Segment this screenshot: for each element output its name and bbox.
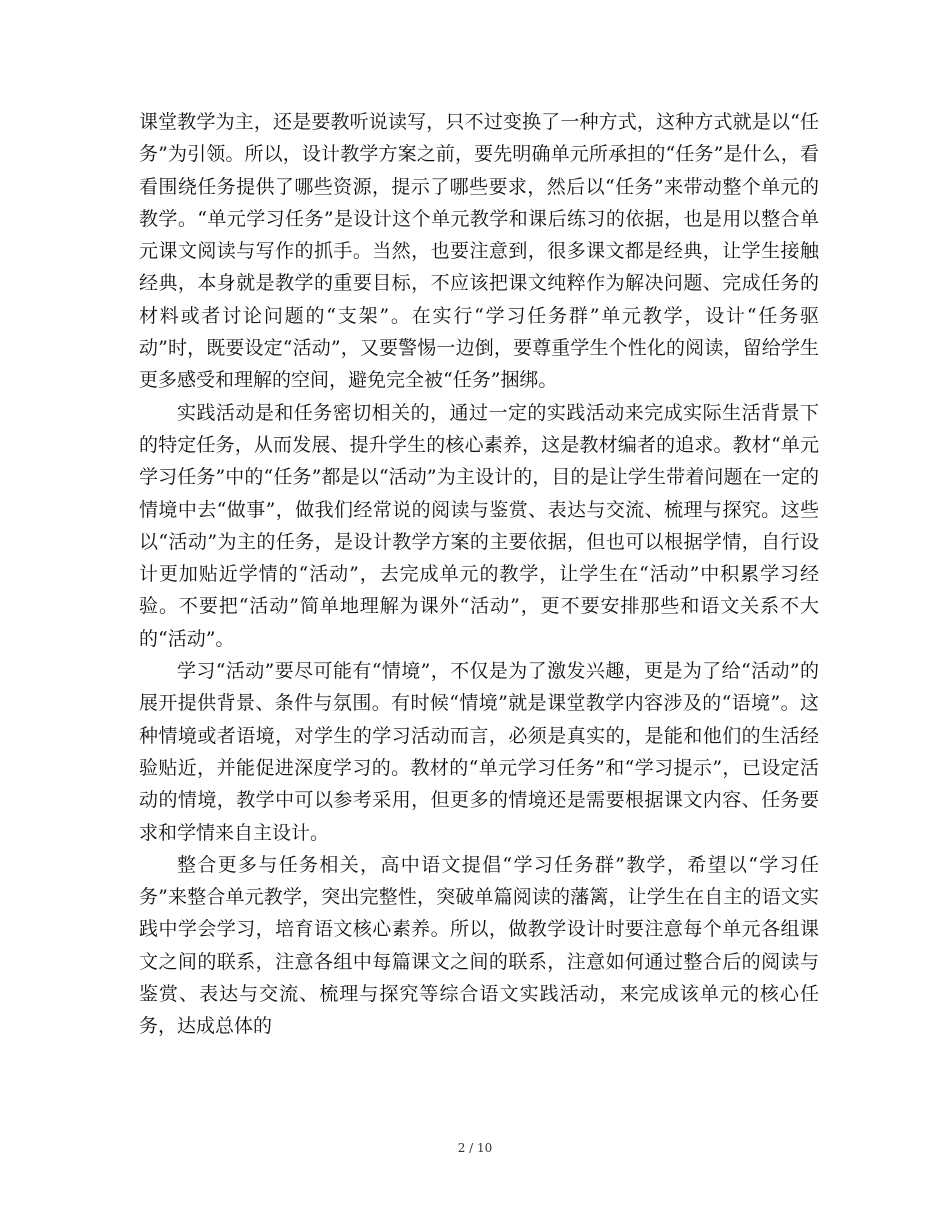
document-body — [139, 106, 819, 1043]
paragraph-2: 实践活动是和任务密切相关的，通过一定的实践活动来完成实际生活背景下的特定任务，从而发展、提升学生的核心素养，这是教材编者的追求。教材“单元学习任务”中的“任务”都是以“活动”为主设计的，目的是让学生带着问题在一定的情境中去“做事”，做我们经常说的阅读与鉴赏、表达与交流、梳理与探究。这些以“活动”为主的任务，是设计教学方案的主要依据，但也可以根据学情，自行设计更加贴近学情的“活动”，去完成单元的教学，让学生在“活动”中积累学习经验。不要把“活动”简单地理解为课外“活动”，更不要安排那些和语文关系不大的“活动”。 — [139, 401, 819, 650]
paragraph-1: 课堂教学为主，还是要教听说读写，只不过变换了一种方式，这种方式就是以“任务”为引领。所以，设计教学方案之前，要先明确单元所承担的“任务”是什么，看看围绕任务提供了哪些资源，提示了哪些要求，然后以“任务”来带动整个单元的教学。“单元学习任务”是设计这个单元教学和课后练习的依据，也是用以整合单元课文阅读与写作的抓手。当然，也要注意到，很多课文都是经典，让学生接触经典，本身就是教学的重要目标，不应该把课文纯粹作为解决问题、完成任务的材料或者讨论问题的“支架”。在实行“学习任务群”单元教学，设计“任务驱动”时，既要设定“活动”，又要警惕一边倒，要尊重学生个性化的阅读，留给学生更多感受和理解的空间，避免完全被“任务”捆绑。 — [139, 111, 819, 392]
page-number: 2 / 10 — [457, 1141, 493, 1155]
paragraph-3: 学习“活动”要尽可能有“情境”，不仅是为了激发兴趣，更是为了给“活动”的展开提供背景、条件与氛围。有时候“情境”就是课堂教学内容涉及的“语境”。这种情境或者语境，对学生的学习活动而言，必须是真实的，是能和他们的生活经验贴近，并能促进深度学习的。教材的“单元学习任务”和“学习提示”，已设定活动的情境，教学中可以参考采用，但更多的情境还是需要根据课文内容、任务要求和学情来自主设计。 — [139, 660, 819, 844]
paragraph-4: 整合更多与任务相关，高中语文提倡“学习任务群”教学，希望以“学习任务”来整合单元教学，突出完整性，突破单篇阅读的藩篱，让学生在自主的语文实践中学会学习，培育语文核心素养。所以，做教学设计时要注意每个单元各组课文之间的联系，注意各组中每篇课文之间的联系，注意如何通过整合后的阅读与鉴赏、表达与交流、梳理与探究等综合语文实践活动，来完成该单元的核心任务，达成总体的 — [139, 853, 819, 1038]
